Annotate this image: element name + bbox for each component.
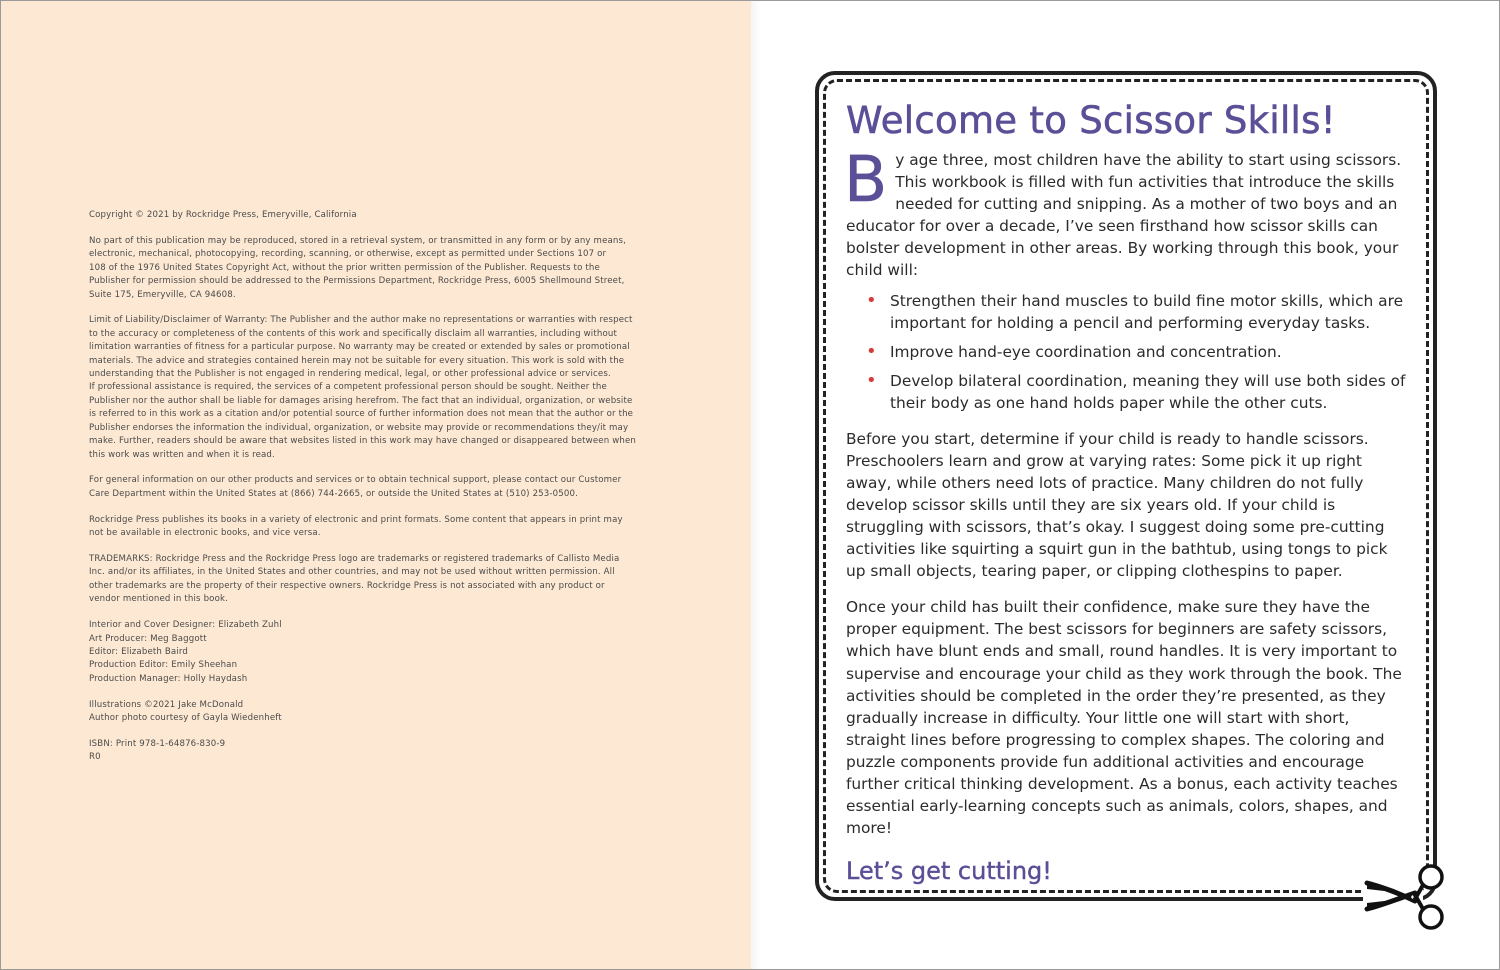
- intro-paragraph: [844, 143, 1406, 282]
- welcome-page: [751, 1, 1499, 969]
- copyright-line: Production Editor: Emily Sheehan: [89, 660, 238, 671]
- welcome-content: [846, 93, 1406, 889]
- copyright-text: [89, 209, 663, 777]
- copyright-paragraph: [89, 235, 663, 302]
- benefits-list: [846, 290, 1406, 414]
- readiness-paragraph: Before you start, determine if your child is ready to handle scissors. Preschoolers learn and grow at varying rates: Some pick it up right away, while others need lots of practice. Many children do not fully develop scissor skills until they are six years old. If your child is struggling with scissors, that’s okay. I suggest doing some pre-cutting activities like squirting a squirt gun in the bathtub, using tongs to pick up small objects, tearing paper, or clipping clothespins to paper.: [846, 429, 1388, 581]
- copyright-line: Inc. and/or its affiliates, in the United States and other countries, and may not be used without written permission. All: [89, 567, 615, 578]
- copyright-line: Limit of Liability/Disclaimer of Warranty: The Publisher and the author make no representations or warranties with respect: [89, 315, 633, 326]
- copyright-line: Publisher nor the author shall be liable for damages arising herefrom. The fact that an individual, organization, or website: [89, 395, 633, 406]
- copyright-line: 108 of the 1976 United States Copyright Act, without the prior written permission of the Publisher. Requests to the: [89, 262, 600, 273]
- copyright-paragraph: [89, 314, 663, 461]
- copyright-page: [1, 1, 751, 969]
- copyright-line: If professional assistance is required, the services of a competent professional person should be sought. Neither the: [89, 382, 607, 393]
- copyright-line: Art Producer: Meg Baggott: [89, 633, 207, 644]
- copyright-line: TRADEMARKS: Rockridge Press and the Rockridge Press logo are trademarks or registered trademarks of Callisto Media: [89, 554, 620, 565]
- copyright-line: Copyright © 2021 by Rockridge Press, Emeryville, California: [89, 210, 357, 220]
- copyright-line: this work was written and when it is read.: [89, 449, 275, 460]
- copyright-line: make. Further, readers should be aware that websites listed in this work may have changed or disappeared between when: [89, 436, 637, 447]
- copyright-line: Care Department within the United States at (866) 744-2665, or outside the United States at (510) 253-0500.: [89, 488, 579, 499]
- copyright-line: R0: [89, 752, 101, 763]
- copyright-line: For general information on our other products and services or to obtain technical support, please contact our Customer: [89, 475, 622, 486]
- copyright-line: Rockridge Press publishes its books in a variety of electronic and print formats. Some content that appears in print may: [89, 514, 623, 525]
- copyright-line: Author photo courtesy of Gayla Wiedenheft: [89, 713, 282, 724]
- gutter-shadow: [751, 1, 761, 969]
- list-item: • Improve hand-eye coordination and concentration.: [866, 341, 1406, 363]
- copyright-line: ISBN: Print 978-1-64876-830-9: [89, 739, 226, 749]
- copyright-line: is referred to in this work as a citation and/or potential source of further information does not mean that the author or the: [89, 409, 634, 420]
- copyright-line: vendor mentioned in this book.: [89, 594, 228, 605]
- scissors-icon: [1363, 861, 1447, 933]
- list-item: • Strengthen their hand muscles to build fine motor skills, which are important for holding a pencil and performing everyday tasks.: [866, 290, 1406, 334]
- copyright-line: Production Manager: Holly Haydash: [89, 673, 248, 684]
- copyright-paragraph: [89, 474, 663, 501]
- copyright-line: limitation warranties of fitness for a particular purpose. No warranty may be created or extended by sales or promotional: [89, 342, 630, 353]
- copyright-line: Editor: Elizabeth Baird: [89, 646, 189, 657]
- copyright-line: to the accuracy or completeness of the contents of this work and specifically disclaim all warranties, including without: [89, 328, 617, 339]
- copyright-paragraph: [89, 738, 663, 765]
- copyright-line: electronic, mechanical, photocopying, recording, scanning, or otherwise, except as permitted under Sections 107 or: [89, 249, 607, 260]
- copyright-paragraph: [89, 209, 663, 222]
- copyright-line: not be available in electronic books, and vice versa.: [89, 528, 321, 539]
- equipment-paragraph: Once your child has built their confidence, make sure they have the proper equipment. The best scissors for beginners are safety scissors, which have blunt ends and small, round handles. It is very important to supervise and encourage your child as they work through the book. The activities should be completed in the order they’re presented, as they gradually increase in difficulty. Your little one will start with short, straight lines before progressing to complex shapes. The coloring and puzzle components provide fun additional activities and encourage further critical thinking development. As a bonus, each activity teaches essential early-learning concepts such as animals, colors, shapes, and more!: [846, 598, 1402, 838]
- copyright-paragraph: [89, 619, 663, 686]
- copyright-line: Interior and Cover Designer: Elizabeth Zuhl: [89, 620, 282, 631]
- copyright-line: Illustrations ©2021 Jake McDonald: [89, 699, 244, 710]
- copyright-line: other trademarks are the property of their respective owners. Rockridge Press is not associated with any product or: [89, 580, 605, 591]
- copyright-paragraph: [89, 514, 663, 541]
- copyright-line: Publisher endorses the information the individual, organization, or website may provide or recommendations they/it may: [89, 422, 629, 433]
- intro-text: y age three, most children have the ability to start using scissors. This workbook is filled with fun activities that introduce the skills needed for cutting and snipping. As a mother of two boys and an educator for over a decade, I’ve seen firsthand how scissor skills can bolster development in other areas. By working through this book, your child will:: [846, 151, 1402, 280]
- copyright-line: Suite 175, Emeryville, CA 94608.: [89, 289, 236, 300]
- copyright-paragraph: [89, 699, 663, 726]
- copyright-paragraph: [89, 553, 663, 607]
- list-item: • Develop bilateral coordination, meaning they will use both sides of their body as one hand holds paper while the other cuts.: [866, 370, 1406, 414]
- copyright-line: Publisher for permission should be addressed to the Permissions Department, Rockridge Press, 6005 Shellmound Street,: [89, 276, 625, 287]
- drop-cap: B: [844, 143, 888, 216]
- call-to-action: Let’s get cutting!: [846, 857, 1052, 886]
- copyright-line: understanding that the Publisher is not engaged in rendering medical, legal, or other professional advice or services.: [89, 369, 611, 380]
- page-title: Welcome to Scissor Skills!: [846, 99, 1336, 142]
- copyright-line: materials. The advice and strategies contained herein may not be suitable for every situation. This work is sold with the: [89, 355, 625, 366]
- copyright-line: No part of this publication may be reproduced, stored in a retrieval system, or transmitted in any form or by any means,: [89, 235, 627, 246]
